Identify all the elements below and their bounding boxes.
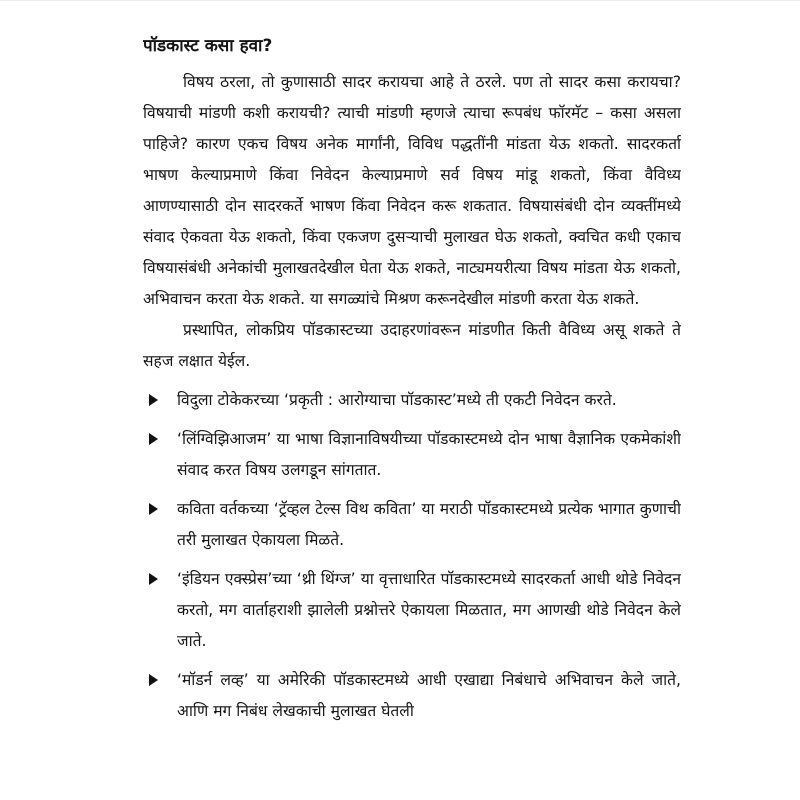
list-item	[143, 665, 681, 727]
list-item-text: ‘इंडियन एक्स्प्रेस’च्या ‘थ्री थिंग्ज’ या वृत्ताधारित पॉडकास्टमध्ये सादरकर्ता आधी थोडे निवेदन करतो, मग वार्ताहराशी झालेली प्रश्नोत्तरे ऐकायला मिळतात, मग आणखी थोडे निवेदन केले जाते.	[177, 570, 681, 650]
list-item-text: विदुला टोकेकरच्या ‘प्रकृती : आरोग्याचा पॉडकास्ट’मध्ये ती एकटी निवेदन करते.	[177, 391, 617, 409]
triangle-bullet-icon	[149, 394, 158, 406]
list-item-text: कविता वर्तकच्या ‘ट्रॅव्हल टेल्स विथ कविता’ या मराठी पॉडकास्टमध्ये प्रत्येक भागात कुणाची तरी मुलाखत ऐकायला मिळते.	[177, 500, 681, 549]
page-edge-line	[0, 0, 800, 1]
list-item-text: ‘लिंग्विझिआजम’ या भाषा विज्ञानाविषयीच्या पॉडकास्टमध्ये दोन भाषा वैज्ञानिक एकमेकांशी संवाद करत विषय उलगडून सांगतात.	[177, 430, 681, 479]
list-item-text: ‘मॉडर्न लव्ह’ या अमेरिकी पॉडकास्टमध्ये आधी एखाद्या निबंधाचे अभिवाचन केले जाते, आणि मग निबंध लेखकाची मुलाखत घेतली	[177, 671, 681, 720]
triangle-bullet-icon	[149, 573, 158, 585]
book-page	[143, 27, 681, 797]
triangle-bullet-icon	[149, 674, 158, 686]
list-item	[143, 564, 681, 657]
example-list	[143, 385, 681, 727]
section-heading: पॉडकास्ट कसा हवा?	[143, 36, 273, 56]
list-item	[143, 424, 681, 486]
list-item	[143, 494, 681, 556]
triangle-bullet-icon	[149, 433, 158, 445]
body-paragraph: प्रस्थापित, लोकप्रिय पॉडकास्टच्या उदाहरणांवरून मांडणीत किती वैविध्य असू शकते ते सहज लक्षात येईल.	[143, 321, 681, 370]
list-item	[143, 385, 681, 416]
triangle-bullet-icon	[149, 503, 158, 515]
body-paragraph: विषय ठरला, तो कुणासाठी सादर करायचा आहे ते ठरले. पण तो सादर कसा करायचा? विषयाची मांडणी कशी करायची? त्याची मांडणी म्हणजे त्याचा रूपबंध फॉरमॅट – कसा असला पाहिजे? कारण एकच विषय अनेक मार्गांनी, विविध पद्धतींनी मांडता येऊ शकतो. सादरकर्ता भाषण केल्याप्रमाणे किंवा निवेदन केल्याप्रमाणे सर्व विषय मांडू शकतो, किंवा वैविध्य आणण्यासाठी दोन सादरकर्ते भाषण किंवा निवेदन करू शकतात. विषयासंबंधी दोन व्यक्तींमध्ये संवाद ऐकवता येऊ शकतो, किंवा एकजण दुसऱ्याची मुलाखत घेऊ शकतो, क्वचित कधी एकाच विषयासंबंधी अनेकांची मुलाखतदेखील घेता येऊ शकते, नाट्यमयरीत्या विषय मांडता येऊ शकतो, अभिवाचन करता येऊ शकते. या सगळ्यांचे मिश्रण करूनदेखील मांडणी करता येऊ शकते.	[143, 73, 681, 308]
